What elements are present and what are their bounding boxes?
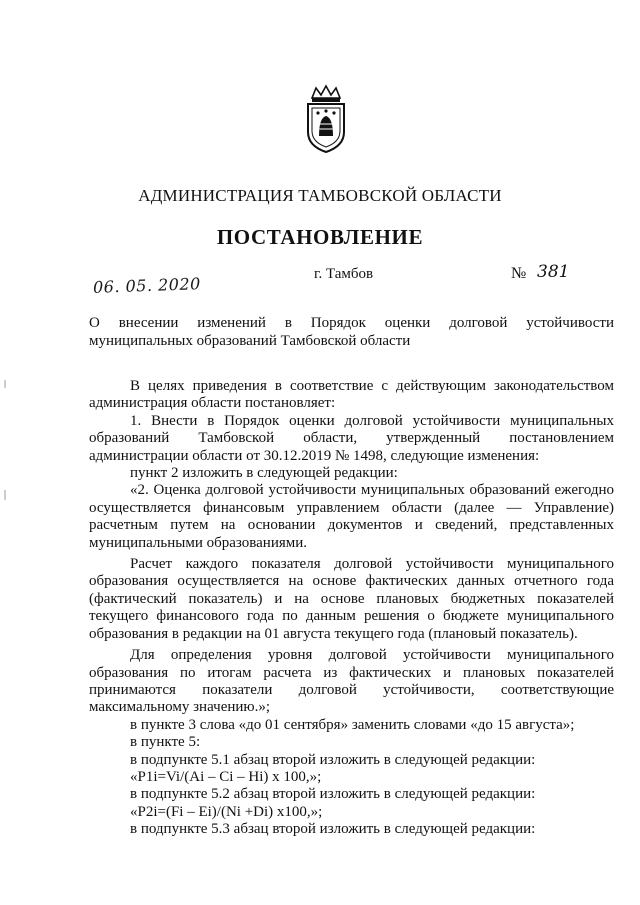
handwritten-date: 06. 05. 2020 — [92, 274, 202, 297]
subject-word: устойчивости — [526, 315, 614, 331]
clause-paragraph: в пункте 3 слова «до 01 сентября» заменить словами «до 15 августа»; — [130, 716, 575, 733]
handwritten-number: 381 — [537, 262, 570, 282]
clause-paragraph: в пункте 5: — [130, 734, 201, 751]
city-label: г. Тамбов — [314, 266, 374, 282]
subject-word: долговой — [449, 315, 508, 331]
number-label: № — [511, 265, 527, 282]
clause-paragraph: в подпункте 5.3 абзац второй изложить в следующей редакции: — [130, 821, 536, 838]
subject-word: Порядок — [310, 315, 366, 331]
preamble-paragraph: В целях приведения в соответствие с действующим законодательством администрация области постановляет: — [89, 378, 614, 412]
clause-paragraph: в подпункте 5.2 абзац второй изложить в следующей редакции: — [130, 786, 536, 803]
subject-word: О — [89, 315, 100, 331]
subject-word: изменений — [197, 315, 266, 331]
subject-word: внесении — [118, 315, 179, 331]
coat-of-arms-icon — [302, 84, 350, 154]
subject-line-2: муниципальных образований Тамбовской области — [89, 333, 411, 349]
clause-paragraph: Расчет каждого показателя долговой устойчивости муниципального образования осуществляется на основе фактических данных отчетного года (фактический показатель) и на основе плановых бюджетных показателей текущего финансового года по данным решения о бюджете муниципального образования в редакции на 01 августа текущего года (плановый показатель). — [89, 556, 614, 642]
formula-line: «P2i=(Fi – Ei)/(Ni +Di) x100,»; — [130, 803, 323, 820]
subject-word: в — [284, 315, 292, 331]
document-type-title: ПОСТАНОВЛЕНИЕ — [216, 225, 424, 249]
scan-margin-marks — [3, 380, 7, 500]
clause-paragraph: пункт 2 изложить в следующей редакции: — [130, 465, 398, 482]
clause-paragraph: 1. Внести в Порядок оценки долговой устойчивости муниципальных образований Тамбовской области, утвержденный постановлением администрации области от 30.12.2019 № 1498, следующие изменения: — [89, 412, 614, 464]
clause-paragraph: в подпункте 5.1 абзац второй изложить в следующей редакции: — [130, 751, 536, 768]
formula-line: «P1i=Vi/(Ai – Ci – Hi) x 100,»; — [130, 768, 322, 785]
clause-paragraph: Для определения уровня долговой устойчивости муниципального образования по итогам расчета из фактических и плановых показателей принимаются показатели долговой устойчивости, соответствующие максимальному значению.»; — [89, 647, 614, 716]
document-subject — [89, 314, 614, 350]
subject-line-1 — [89, 314, 614, 332]
document-body — [89, 378, 614, 839]
clause-paragraph: «2. Оценка долговой устойчивости муниципальных образований ежегодно осуществляется финансовым управлением области (далее — Управление) расчетным путем на основании документов и сведений, представленных муниципальными образованиями. — [89, 482, 614, 551]
agency-title: АДМИНИСТРАЦИЯ ТАМБОВСКОЙ ОБЛАСТИ — [138, 186, 502, 205]
subject-word: оценки — [384, 315, 431, 331]
